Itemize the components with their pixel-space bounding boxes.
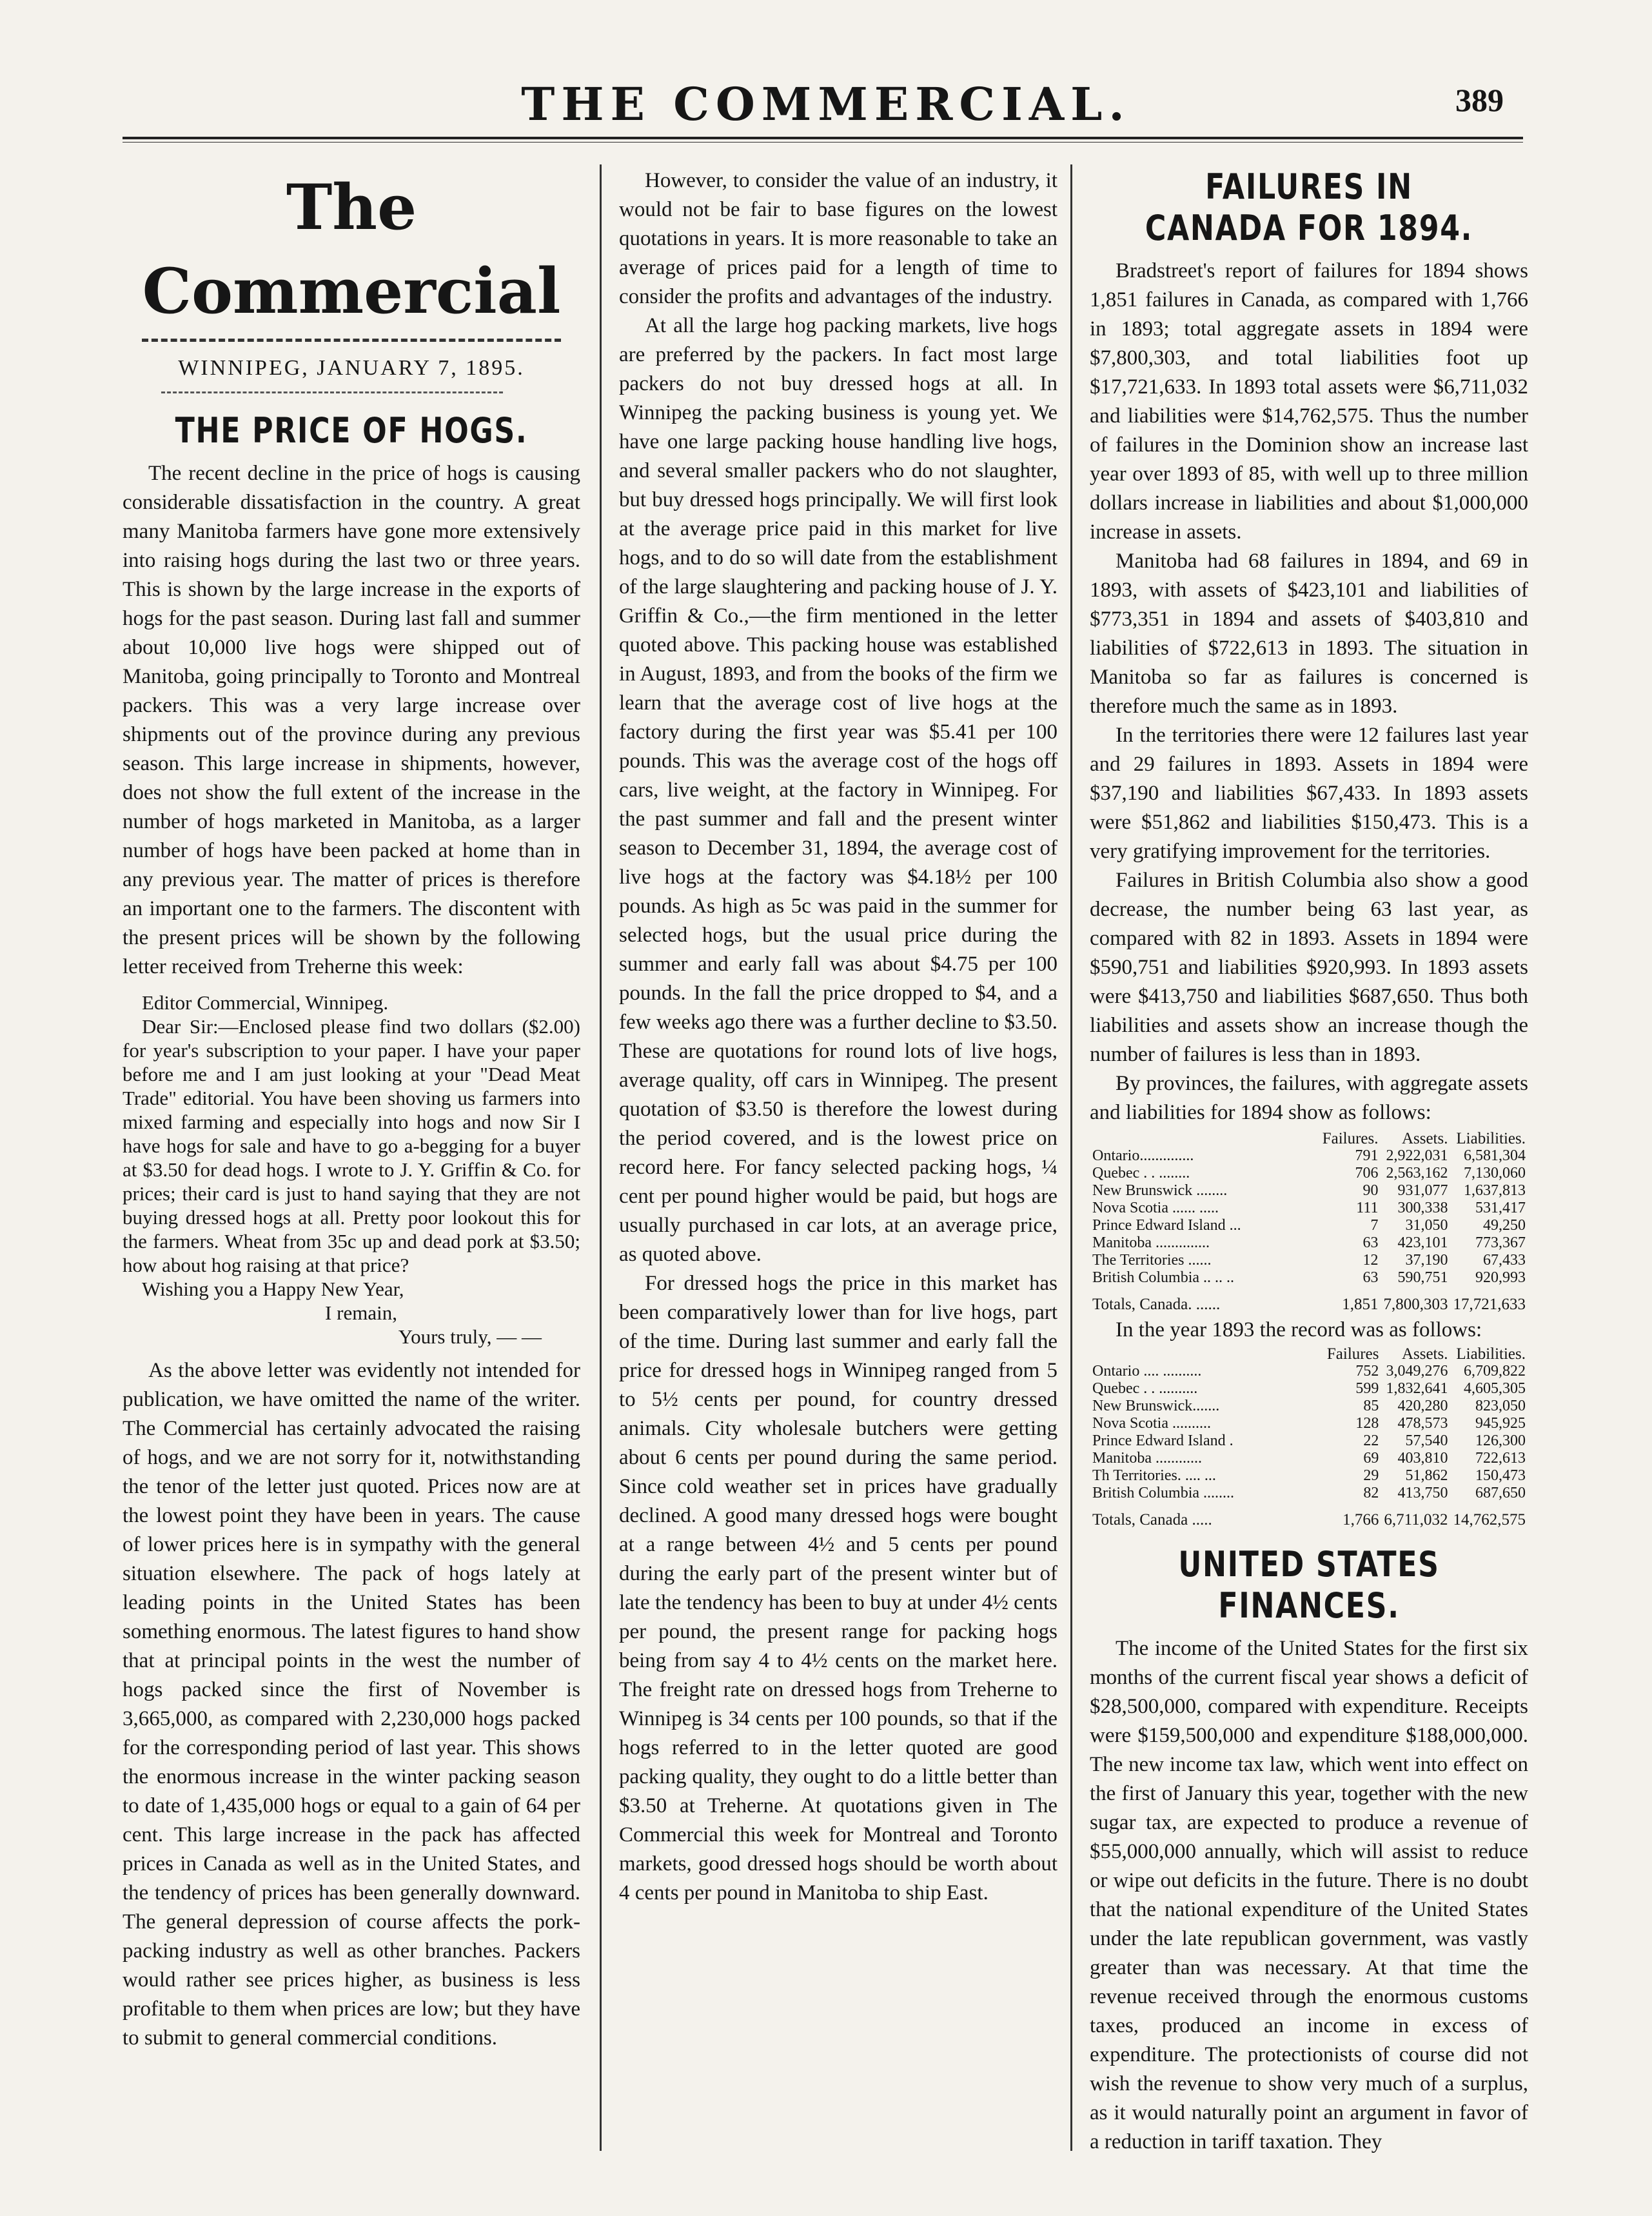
cell-assets: 2,922,031 xyxy=(1386,1147,1448,1164)
cell-province: Prince Edward Island . xyxy=(1092,1432,1234,1449)
failures-p2: Manitoba had 68 failures in 1894, and 69 in 1893, with assets of $423,101 and liabilities of $773,351 in 1894 and assets of $403,810 and liabilities of $722,613 in 1893. The situation in Manitoba so far as failures is concerned is therefore much the same as in 1893. xyxy=(1090,549,1528,718)
cell-liabilities: 773,367 xyxy=(1475,1234,1526,1251)
cell-liabilities: 6,581,304 xyxy=(1464,1147,1526,1164)
failures-heading: FAILURES IN CANADA FOR 1894. xyxy=(1145,166,1473,248)
column-3 xyxy=(1090,166,1528,2159)
cell-liabilities: 4,605,305 xyxy=(1464,1380,1526,1397)
letter-close: Yours truly, — — xyxy=(398,1325,542,1348)
us-finances-p1: The income of the United States for the first six months of the current fiscal year shows a deficit of $28,500,000, compared with expenditure. Receipts were $159,500,000 and expenditure $188,000,000. The new income tax law, which went into effect on the first of January this year, together with the new sugar tax, are expected to produce a revenue of $55,000,000 annually, which will assist to reduce or wipe out deficits in the future. There is no doubt that the national expenditure of the United States under the late republican government, was vastly greater than was necessary. At that time the revenue received through the enormous customs taxes, produced an income in excess of expenditure. The protectionists of course did not wish the revenue to show very much of a surplus, as it would naturally point an argument in favor of a reduction in tariff taxation. They xyxy=(1090,1637,1528,2153)
cell-assets: 413,750 xyxy=(1397,1485,1448,1501)
table-header-failures: Failures xyxy=(1326,1345,1379,1363)
cell-failures: 85 xyxy=(1363,1398,1379,1414)
failures-p5: By provinces, the failures, with aggregate assets and liabilities for 1894 show as follows: xyxy=(1090,1072,1528,1124)
cell-province: Th Territories. .... ... xyxy=(1092,1467,1216,1484)
table-header-liabilities: Liabilities. xyxy=(1456,1130,1526,1147)
cell-assets: 590,751 xyxy=(1397,1269,1448,1286)
cell-liabilities: 6,709,822 xyxy=(1464,1363,1526,1380)
cell-failures: 706 xyxy=(1355,1165,1379,1182)
cell-assets: 931,077 xyxy=(1397,1182,1448,1199)
cell-failures: 111 xyxy=(1356,1200,1379,1216)
table-row xyxy=(1090,1252,1528,1269)
cell-liabilities: 531,417 xyxy=(1475,1200,1526,1216)
cell-liabilities: 945,925 xyxy=(1475,1415,1526,1432)
table-header-row xyxy=(1090,1345,1528,1363)
table-row xyxy=(1090,1398,1528,1415)
total-failures: 1,766 xyxy=(1342,1511,1379,1528)
cell-failures: 29 xyxy=(1363,1467,1379,1484)
cell-liabilities: 920,993 xyxy=(1475,1269,1526,1286)
cell-failures: 69 xyxy=(1363,1450,1379,1467)
letter-wish: Wishing you a Happy New Year, xyxy=(142,1278,404,1300)
cell-province: New Brunswick....... xyxy=(1092,1398,1220,1414)
running-head xyxy=(0,64,1652,135)
cell-failures: 752 xyxy=(1355,1363,1379,1380)
total-liabilities: 14,762,575 xyxy=(1453,1511,1526,1528)
table-header-row xyxy=(1090,1130,1528,1147)
cell-failures: 7 xyxy=(1370,1217,1379,1234)
cell-province: Ontario .... .......... xyxy=(1092,1363,1202,1380)
total-liabilities: 17,721,633 xyxy=(1453,1296,1526,1313)
head-rule xyxy=(123,137,1523,139)
total-assets: 7,800,303 xyxy=(1383,1296,1448,1313)
cell-province: Prince Edward Island ... xyxy=(1092,1217,1241,1234)
dateline-rule xyxy=(161,391,503,393)
table-header-assets: Assets. xyxy=(1401,1130,1448,1147)
table-total-row xyxy=(1090,1502,1528,1528)
total-label: Totals, Canada. ...... xyxy=(1092,1296,1221,1313)
cell-assets: 3,049,276 xyxy=(1386,1363,1448,1380)
dateline: WINNIPEG, JANUARY 7, 1895. xyxy=(178,356,525,380)
table-row xyxy=(1090,1485,1528,1502)
total-failures: 1,851 xyxy=(1342,1296,1379,1313)
hogs-heading: THE PRICE OF HOGS. xyxy=(175,410,528,451)
total-label: Totals, Canada ..... xyxy=(1092,1511,1212,1528)
cell-assets: 31,050 xyxy=(1405,1217,1448,1234)
hogs-col2-p2: At all the large hog packing markets, live hogs are preferred by the packers. In fact most large packers do not buy dressed hogs at all. In Winnipeg the packing business is young yet. We have one large packing house handling live hogs, and several smaller packers who do not slaughter, but buy dressed hogs principally. We will first look at the average price paid in this market for live hogs, and to do so will date from the establishment of the large slaughtering and packing house of J. Y. Griffin & Co.,—the firm mentioned in the letter quoted above. This packing house was established in August, 1893, and from the books of the firm we learn that the average cost of live hogs at the factory during the first year was $5.41 per 100 pounds. This was the average cost of the hogs off cars, live weight, at the factory in Winnipeg. For the past summer and fall and the present winter season to December 31, 1894, the average cost of live hogs at the factory was $4.18½ per 100 pounds. As high as 5c was paid in the summer for selected hogs, but the usual price during the summer and early fall was about $4.75 per 100 pounds. In the fall the price dropped to $4, and a few weeks ago there was a further decline to $3.50. These are quotations for round lots of live hogs, average quality, off cars in Winnipeg. The present quotation of $3.50 is therefore the lowest during the period covered, and is the lowest price on record here. For fancy selected packing hogs, ¼ cent per pound higher would be paid, but hogs are usually purchased in car lots, at an average price, as quoted above. xyxy=(619,314,1057,1266)
cell-province: Quebec . . .......... xyxy=(1092,1380,1198,1397)
failures-table-1893 xyxy=(1090,1345,1528,1528)
failures-p1: Bradstreet's report of failures for 1894 shows 1,851 failures in Canada, as compared with 1,766 in 1893; total aggregate assets in 1894 were $7,800,303, and total liabilities foot up $17,721,633. In 1893 total assets were $6,711,032 and liabilities were $14,762,575. Thus the number of failures in the Dominion show an increase last year over 1893 of 85, with well up to three million dollars increase in liabilities and about $1,000,000 increase in assets. xyxy=(1090,259,1528,544)
cell-province: Nova Scotia ...... ..... xyxy=(1092,1200,1219,1216)
masthead-rule xyxy=(142,339,561,342)
table-row xyxy=(1090,1467,1528,1485)
cell-province: Quebec . . ........ xyxy=(1092,1165,1190,1182)
failures-p3: In the territories there were 12 failures last year and 29 failures in 1893. Assets in 1894 were $37,190 and liabilities $67,433. In 1893 assets were $51,862 and liabilities $150,473. This is a very gratifying improvement for the territories. xyxy=(1090,724,1528,863)
cell-liabilities: 67,433 xyxy=(1483,1252,1526,1269)
total-assets: 6,711,032 xyxy=(1384,1511,1448,1528)
table-row xyxy=(1090,1450,1528,1467)
table-header-liabilities: Liabilities. xyxy=(1456,1345,1526,1363)
masthead-title: The Commercial xyxy=(142,171,561,328)
cell-province: Manitoba ............ xyxy=(1092,1450,1202,1467)
year-1893-line: In the year 1893 the record was as follows: xyxy=(1116,1318,1482,1341)
cell-liabilities: 150,473 xyxy=(1475,1467,1526,1484)
table-row xyxy=(1090,1200,1528,1217)
cell-liabilities: 7,130,060 xyxy=(1464,1165,1526,1182)
table-row xyxy=(1090,1380,1528,1398)
table-row xyxy=(1090,1182,1528,1200)
column-rule-2 xyxy=(1070,164,1072,2151)
column-2 xyxy=(619,166,1057,2159)
hogs-col2-p3: For dressed hogs the price in this market has been comparatively lower than for live hogs, part of the time. During last summer and early fall the price for dressed hogs in Winnipeg ranged from 5 to 5½ cents per pound, for country dressed animals. City wholesale butchers were getting about 6 cents per pound during the same period. Since cold weather set in prices have gradually declined. A good many dressed hogs were bought at a range between 4½ and 5 cents per pound during the early part of the present winter but of late the tendency has been to buy at under 4½ cents per pound, the present range for packing hogs being from say 4 to 4½ cents on the market here. The freight rate on dressed hogs from Treherne to Winnipeg is 34 cents per 100 pounds, so that if the hogs referred to in the letter quoted are good packing quality, they ought to do a little better than $3.50 at Treherne. At quotations given in The Commercial this week for Montreal and Toronto markets, good dressed hogs should be worth about 4 cents per pound in Manitoba to ship East. xyxy=(619,1272,1057,1904)
page-number: 389 xyxy=(1455,82,1504,118)
table-row xyxy=(1090,1165,1528,1182)
hogs-intro: The recent decline in the price of hogs is causing considerable dissatisfaction in the country. A great many Manitoba farmers have gone more extensively into raising hogs during the last two or three years. This is shown by the large increase in the exports of hogs for the past season. During last fall and summer about 10,000 live hogs were shipped out of Manitoba, going principally to Toronto and Montreal packers. This was a very large increase over shipments out of the province during any previous season. This large increase in shipments, however, does not show the full extent of the increase in the number of hogs marketed in Manitoba, as a larger number of hogs have been packed at home than in any previous year. The matter of prices is therefore an important one to the farmers. The discontent with the present prices will be shown by the following letter received from Treherne this week: xyxy=(123,462,580,978)
letter xyxy=(123,991,580,1349)
letter-body: Dear Sir:—Enclosed please find two dollars ($2.00) for year's subscription to your paper. I have your paper before me and I am just looking at your "Dead Meat Trade" editorial. You have been shoving us farmers into mixed farming and especially into hogs and now Sir I have hogs for sale and have to go a-begging for a buyer at $3.50 for dead hogs. I wrote to J. Y. Griffin & Co. for prices; their card is just to hand saying that they are not buying dressed hogs at all. Pretty poor lookout this for the farmers. Wheat from 35c up and dead pork at $3.50; how about hog raising at that price? xyxy=(123,1015,580,1276)
cell-province: British Columbia .. .. .. xyxy=(1092,1269,1235,1286)
cell-province: Nova Scotia .......... xyxy=(1092,1415,1211,1432)
cell-assets: 403,810 xyxy=(1397,1450,1448,1467)
cell-failures: 599 xyxy=(1355,1380,1379,1397)
cell-assets: 300,338 xyxy=(1397,1200,1448,1216)
cell-assets: 51,862 xyxy=(1405,1467,1448,1484)
column-1 xyxy=(123,164,580,2157)
head-rule-thin xyxy=(123,142,1523,143)
cell-province: New Brunswick ........ xyxy=(1092,1182,1228,1199)
cell-liabilities: 823,050 xyxy=(1475,1398,1526,1414)
cell-assets: 423,101 xyxy=(1397,1234,1448,1251)
cell-failures: 22 xyxy=(1363,1432,1379,1449)
failures-p4: Failures in British Columbia also show a good decrease, the number being 63 last year, as compared with 82 in 1893. Assets in 1894 were $590,751 and liabilities $920,993. In 1893 assets were $413,750 and liabilities $687,650. Thus both liabilities and assets show an increase though the number of failures is less than in 1893. xyxy=(1090,869,1528,1066)
table-row xyxy=(1090,1432,1528,1450)
table-body-1894 xyxy=(1090,1147,1528,1313)
table-row xyxy=(1090,1147,1528,1165)
hogs-col1-rest: As the above letter was evidently not intended for publication, we have omitted the name of the writer. The Commercial has certainly advocated the raising of hogs, and we are not sorry for it, notwithstanding the tenor of the letter just quoted. Prices now are at the lowest point they have been in years. The cause of lower prices here is in sympathy with the general situation elsewhere. The pack of hogs lately at leading points in the United States has been something enormous. The latest figures to hand show that at principal points in the west the number of hogs packed since the first of November is 3,665,000, as compared with 2,230,000 hogs packed for the corresponding period of last year. This shows the enormous increase in the winter packing season to date of 1,435,000 hogs or equal to a gain of 64 per cent. This large increase in the pack has affected prices in Canada as well as in the United States, and the tendency of prices has been generally downward. The general depression of course affects the pork-packing industry as well as other branches. Packers would rather see prices higher, as business is less profitable to them when prices are low; but they have to submit to general commercial conditions. xyxy=(123,1359,580,2050)
table-row xyxy=(1090,1415,1528,1432)
cell-liabilities: 126,300 xyxy=(1475,1432,1526,1449)
us-finances-heading: UNITED STATES FINANCES. xyxy=(1178,1544,1440,1626)
cell-failures: 12 xyxy=(1362,1252,1379,1269)
cell-failures: 63 xyxy=(1362,1269,1379,1286)
letter-salutation: Editor Commercial, Winnipeg. xyxy=(142,991,389,1014)
cell-province: Manitoba .............. xyxy=(1092,1234,1210,1251)
cell-assets: 1,832,641 xyxy=(1386,1380,1448,1397)
column-rule-1 xyxy=(600,164,602,2151)
cell-failures: 90 xyxy=(1362,1182,1379,1199)
cell-assets: 478,573 xyxy=(1397,1415,1448,1432)
letter-remain: I remain, xyxy=(325,1301,397,1324)
cell-liabilities: 687,650 xyxy=(1475,1485,1526,1501)
table-body-1893 xyxy=(1090,1363,1528,1528)
cell-failures: 128 xyxy=(1355,1415,1379,1432)
table-row xyxy=(1090,1217,1528,1234)
cell-province: British Columbia ........ xyxy=(1092,1485,1235,1501)
table-total-row xyxy=(1090,1287,1528,1313)
cell-province: Ontario.............. xyxy=(1092,1147,1194,1164)
table-row xyxy=(1090,1234,1528,1252)
cell-liabilities: 49,250 xyxy=(1483,1217,1526,1234)
table-row xyxy=(1090,1269,1528,1287)
cell-failures: 791 xyxy=(1355,1147,1379,1164)
failures-table-1894 xyxy=(1090,1130,1528,1313)
cell-liabilities: 722,613 xyxy=(1475,1450,1526,1467)
cell-province: The Territories ...... xyxy=(1092,1252,1212,1269)
cell-assets: 2,563,162 xyxy=(1386,1165,1448,1182)
running-title: THE COMMERCIAL. xyxy=(521,77,1131,131)
table-header-failures: Failures. xyxy=(1322,1130,1379,1147)
table-header-assets: Assets. xyxy=(1401,1345,1448,1363)
table-header-blank xyxy=(1090,1345,1324,1363)
table-header-blank xyxy=(1090,1130,1320,1147)
cell-assets: 420,280 xyxy=(1397,1398,1448,1414)
cell-failures: 63 xyxy=(1362,1234,1379,1251)
cell-assets: 37,190 xyxy=(1405,1252,1448,1269)
cell-liabilities: 1,637,813 xyxy=(1464,1182,1526,1199)
cell-failures: 82 xyxy=(1363,1485,1379,1501)
hogs-col2-p1: However, to consider the value of an industry, it would not be fair to base figures on the lowest quotations in years. It is more reasonable to take an average of prices paid for a length of time to consider the profits and advantages of the industry. xyxy=(619,169,1057,308)
table-row xyxy=(1090,1363,1528,1380)
cell-assets: 57,540 xyxy=(1405,1432,1448,1449)
